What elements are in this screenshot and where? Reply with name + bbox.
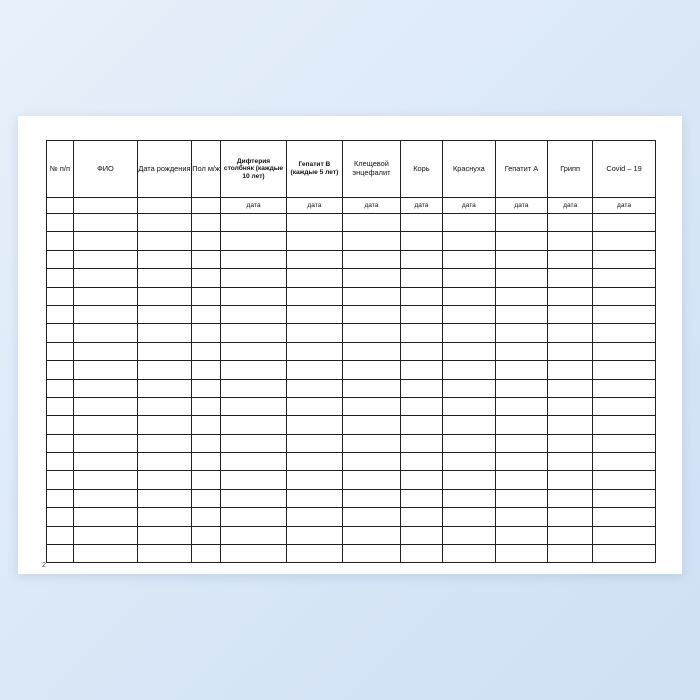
table-cell-r17-c5[interactable] [286,526,342,544]
column-subheader-3 [191,198,220,214]
table-cell-r2-c6[interactable] [343,250,401,268]
table-cell-r18-c6[interactable] [343,545,401,563]
table-cell-r2-c8[interactable] [443,250,496,268]
column-header-4: Дифтерия столбняк (каждые 10 лет) [221,141,286,198]
table-cell-r5-c1[interactable] [73,305,137,323]
table-row [47,508,656,526]
table-row [47,342,656,360]
table-cell-r2-c2[interactable] [138,250,192,268]
table-row [47,305,656,323]
column-subheader-7: дата [400,198,442,214]
table-cell-r12-c10[interactable] [548,434,593,452]
column-header-6: Клещевой энцефалит [343,141,401,198]
table-cell-r11-c0[interactable] [47,416,74,434]
table-cell-r17-c3[interactable] [191,526,220,544]
table-cell-r7-c3[interactable] [191,342,220,360]
table-cell-r2-c0[interactable] [47,250,74,268]
column-header-11: Covid – 19 [593,141,656,198]
table-cell-r3-c8[interactable] [443,269,496,287]
table-header-row [47,141,656,198]
table-cell-r13-c9[interactable] [495,453,548,471]
table-cell-r5-c9[interactable] [495,305,548,323]
table-cell-r12-c4[interactable] [221,434,286,452]
table-cell-r7-c9[interactable] [495,342,548,360]
table-cell-r16-c3[interactable] [191,508,220,526]
table-cell-r16-c7[interactable] [400,508,442,526]
table-cell-r13-c10[interactable] [548,453,593,471]
table-cell-r18-c8[interactable] [443,545,496,563]
table-cell-r9-c1[interactable] [73,379,137,397]
table-cell-r9-c3[interactable] [191,379,220,397]
table-row [47,434,656,452]
page-number: 2 [42,562,46,569]
table-cell-r8-c9[interactable] [495,361,548,379]
table-cell-r8-c0[interactable] [47,361,74,379]
table-cell-r14-c6[interactable] [343,471,401,489]
table-cell-r7-c4[interactable] [221,342,286,360]
table-cell-r18-c7[interactable] [400,545,442,563]
table-cell-r4-c4[interactable] [221,287,286,305]
table-cell-r18-c0[interactable] [47,545,74,563]
table-cell-r4-c8[interactable] [443,287,496,305]
table-cell-r18-c2[interactable] [138,545,192,563]
table-cell-r13-c3[interactable] [191,453,220,471]
table-cell-r1-c0[interactable] [47,232,74,250]
table-cell-r11-c8[interactable] [443,416,496,434]
table-cell-r2-c11[interactable] [593,250,656,268]
table-cell-r2-c7[interactable] [400,250,442,268]
table-cell-r17-c7[interactable] [400,526,442,544]
table-cell-r14-c3[interactable] [191,471,220,489]
table-cell-r17-c1[interactable] [73,526,137,544]
table-cell-r4-c3[interactable] [191,287,220,305]
table-cell-r5-c3[interactable] [191,305,220,323]
table-cell-r0-c8[interactable] [443,214,496,232]
table-cell-r10-c4[interactable] [221,397,286,415]
table-cell-r0-c9[interactable] [495,214,548,232]
table-cell-r14-c2[interactable] [138,471,192,489]
table-cell-r11-c11[interactable] [593,416,656,434]
table-row [47,379,656,397]
table-cell-r14-c7[interactable] [400,471,442,489]
column-subheader-2 [138,198,192,214]
table-cell-r17-c10[interactable] [548,526,593,544]
table-cell-r17-c0[interactable] [47,526,74,544]
table-cell-r15-c0[interactable] [47,489,74,507]
table-cell-r1-c8[interactable] [443,232,496,250]
table-cell-r4-c10[interactable] [548,287,593,305]
column-subheader-4: дата [221,198,286,214]
table-row [47,416,656,434]
table-cell-r6-c2[interactable] [138,324,192,342]
table-cell-r13-c1[interactable] [73,453,137,471]
table-cell-r6-c7[interactable] [400,324,442,342]
table-cell-r15-c2[interactable] [138,489,192,507]
table-cell-r16-c1[interactable] [73,508,137,526]
table-cell-r18-c3[interactable] [191,545,220,563]
table-cell-r5-c2[interactable] [138,305,192,323]
table-cell-r0-c0[interactable] [47,214,74,232]
table-cell-r3-c5[interactable] [286,269,342,287]
table-cell-r17-c4[interactable] [221,526,286,544]
table-cell-r5-c11[interactable] [593,305,656,323]
table-cell-r3-c3[interactable] [191,269,220,287]
table-cell-r4-c11[interactable] [593,287,656,305]
table-cell-r15-c10[interactable] [548,489,593,507]
table-cell-r18-c4[interactable] [221,545,286,563]
table-cell-r5-c10[interactable] [548,305,593,323]
table-cell-r16-c10[interactable] [548,508,593,526]
table-cell-r11-c7[interactable] [400,416,442,434]
table-cell-r12-c9[interactable] [495,434,548,452]
table-cell-r16-c9[interactable] [495,508,548,526]
table-cell-r4-c2[interactable] [138,287,192,305]
table-cell-r17-c9[interactable] [495,526,548,544]
table-cell-r15-c4[interactable] [221,489,286,507]
table-cell-r18-c10[interactable] [548,545,593,563]
table-cell-r17-c6[interactable] [343,526,401,544]
table-cell-r4-c7[interactable] [400,287,442,305]
table-cell-r10-c5[interactable] [286,397,342,415]
table-cell-r6-c10[interactable] [548,324,593,342]
table-cell-r10-c2[interactable] [138,397,192,415]
table-cell-r1-c11[interactable] [593,232,656,250]
table-cell-r17-c8[interactable] [443,526,496,544]
table-cell-r9-c5[interactable] [286,379,342,397]
table-cell-r14-c9[interactable] [495,471,548,489]
table-cell-r3-c2[interactable] [138,269,192,287]
column-subheader-10: дата [548,198,593,214]
column-header-5: Гепатит B (каждые 5 лет) [286,141,342,198]
table-cell-r9-c10[interactable] [548,379,593,397]
table-cell-r16-c11[interactable] [593,508,656,526]
table-cell-r10-c6[interactable] [343,397,401,415]
table-cell-r12-c2[interactable] [138,434,192,452]
table-cell-r4-c0[interactable] [47,287,74,305]
table-cell-r8-c10[interactable] [548,361,593,379]
table-cell-r18-c5[interactable] [286,545,342,563]
table-cell-r0-c11[interactable] [593,214,656,232]
table-cell-r10-c7[interactable] [400,397,442,415]
table-cell-r11-c1[interactable] [73,416,137,434]
column-header-7: Корь [400,141,442,198]
table-cell-r3-c9[interactable] [495,269,548,287]
table-cell-r18-c11[interactable] [593,545,656,563]
table-cell-r7-c6[interactable] [343,342,401,360]
table-cell-r14-c11[interactable] [593,471,656,489]
table-cell-r2-c9[interactable] [495,250,548,268]
column-header-3: Пол м/ж [191,141,220,198]
table-cell-r9-c2[interactable] [138,379,192,397]
table-cell-r16-c2[interactable] [138,508,192,526]
table-cell-r9-c4[interactable] [221,379,286,397]
table-cell-r16-c0[interactable] [47,508,74,526]
table-cell-r0-c5[interactable] [286,214,342,232]
table-cell-r6-c0[interactable] [47,324,74,342]
table-cell-r15-c11[interactable] [593,489,656,507]
table-cell-r10-c11[interactable] [593,397,656,415]
table-cell-r2-c10[interactable] [548,250,593,268]
table-cell-r3-c6[interactable] [343,269,401,287]
table-cell-r12-c1[interactable] [73,434,137,452]
table-subheader-row [47,198,656,214]
column-header-9: Гепатит A [495,141,548,198]
table-cell-r1-c5[interactable] [286,232,342,250]
table-cell-r8-c5[interactable] [286,361,342,379]
column-header-10: Грипп [548,141,593,198]
table-cell-r8-c1[interactable] [73,361,137,379]
table-cell-r13-c8[interactable] [443,453,496,471]
document-page [18,116,682,574]
table-cell-r1-c1[interactable] [73,232,137,250]
table-cell-r10-c1[interactable] [73,397,137,415]
table-cell-r10-c10[interactable] [548,397,593,415]
table-cell-r4-c1[interactable] [73,287,137,305]
table-cell-r14-c0[interactable] [47,471,74,489]
column-header-1: ФИО [73,141,137,198]
table-cell-r1-c6[interactable] [343,232,401,250]
table-cell-r4-c5[interactable] [286,287,342,305]
table-cell-r13-c0[interactable] [47,453,74,471]
table-cell-r7-c5[interactable] [286,342,342,360]
vaccination-table [46,140,656,563]
table-row [47,232,656,250]
table-cell-r8-c8[interactable] [443,361,496,379]
table-cell-r6-c11[interactable] [593,324,656,342]
table-cell-r0-c1[interactable] [73,214,137,232]
column-header-8: Краснуха [443,141,496,198]
table-cell-r6-c6[interactable] [343,324,401,342]
table-cell-r14-c4[interactable] [221,471,286,489]
table-row [47,324,656,342]
table-cell-r0-c7[interactable] [400,214,442,232]
table-cell-r6-c8[interactable] [443,324,496,342]
table-cell-r14-c10[interactable] [548,471,593,489]
table-cell-r11-c6[interactable] [343,416,401,434]
table-cell-r0-c3[interactable] [191,214,220,232]
table-cell-r12-c6[interactable] [343,434,401,452]
table-cell-r9-c0[interactable] [47,379,74,397]
table-cell-r12-c3[interactable] [191,434,220,452]
table-cell-r16-c4[interactable] [221,508,286,526]
table-cell-r15-c8[interactable] [443,489,496,507]
table-cell-r3-c0[interactable] [47,269,74,287]
table-cell-r10-c9[interactable] [495,397,548,415]
table-cell-r2-c5[interactable] [286,250,342,268]
table-cell-r3-c1[interactable] [73,269,137,287]
table-cell-r0-c10[interactable] [548,214,593,232]
table-cell-r18-c9[interactable] [495,545,548,563]
table-cell-r7-c10[interactable] [548,342,593,360]
table-row [47,489,656,507]
table-cell-r13-c5[interactable] [286,453,342,471]
table-cell-r3-c11[interactable] [593,269,656,287]
table-row [47,250,656,268]
table-cell-r8-c2[interactable] [138,361,192,379]
table-cell-r7-c1[interactable] [73,342,137,360]
table-cell-r1-c2[interactable] [138,232,192,250]
table-cell-r2-c4[interactable] [221,250,286,268]
table-cell-r5-c6[interactable] [343,305,401,323]
table-cell-r15-c3[interactable] [191,489,220,507]
table-cell-r1-c10[interactable] [548,232,593,250]
table-cell-r12-c7[interactable] [400,434,442,452]
table-cell-r6-c1[interactable] [73,324,137,342]
table-cell-r1-c4[interactable] [221,232,286,250]
table-row [47,453,656,471]
table-cell-r10-c8[interactable] [443,397,496,415]
table-cell-r9-c11[interactable] [593,379,656,397]
table-cell-r10-c3[interactable] [191,397,220,415]
table-cell-r11-c3[interactable] [191,416,220,434]
table-cell-r12-c5[interactable] [286,434,342,452]
table-cell-r1-c7[interactable] [400,232,442,250]
table-cell-r9-c8[interactable] [443,379,496,397]
table-cell-r17-c2[interactable] [138,526,192,544]
table-cell-r10-c0[interactable] [47,397,74,415]
table-row [47,287,656,305]
table-cell-r8-c4[interactable] [221,361,286,379]
table-cell-r16-c6[interactable] [343,508,401,526]
table-cell-r7-c2[interactable] [138,342,192,360]
table-cell-r9-c6[interactable] [343,379,401,397]
table-row [47,214,656,232]
table-cell-r6-c5[interactable] [286,324,342,342]
table-cell-r8-c3[interactable] [191,361,220,379]
table-cell-r14-c8[interactable] [443,471,496,489]
table-cell-r11-c9[interactable] [495,416,548,434]
table-cell-r3-c7[interactable] [400,269,442,287]
table-cell-r7-c8[interactable] [443,342,496,360]
table-row [47,471,656,489]
table-cell-r5-c5[interactable] [286,305,342,323]
table-cell-r11-c5[interactable] [286,416,342,434]
table-cell-r13-c2[interactable] [138,453,192,471]
table-cell-r13-c7[interactable] [400,453,442,471]
table-cell-r7-c0[interactable] [47,342,74,360]
table-cell-r5-c0[interactable] [47,305,74,323]
table-cell-r16-c5[interactable] [286,508,342,526]
table-cell-r11-c2[interactable] [138,416,192,434]
table-cell-r12-c0[interactable] [47,434,74,452]
column-subheader-0 [47,198,74,214]
table-cell-r11-c10[interactable] [548,416,593,434]
table-cell-r14-c1[interactable] [73,471,137,489]
table-cell-r18-c1[interactable] [73,545,137,563]
column-header-2: Дата рождения [138,141,192,198]
table-cell-r5-c8[interactable] [443,305,496,323]
table-cell-r3-c4[interactable] [221,269,286,287]
table-row [47,269,656,287]
table-cell-r17-c11[interactable] [593,526,656,544]
table-cell-r13-c6[interactable] [343,453,401,471]
table-cell-r12-c8[interactable] [443,434,496,452]
table-row [47,397,656,415]
table-cell-r8-c6[interactable] [343,361,401,379]
table-cell-r8-c7[interactable] [400,361,442,379]
table-cell-r13-c11[interactable] [593,453,656,471]
table-cell-r2-c1[interactable] [73,250,137,268]
table-cell-r15-c6[interactable] [343,489,401,507]
table-cell-r9-c9[interactable] [495,379,548,397]
table-cell-r5-c4[interactable] [221,305,286,323]
table-cell-r7-c7[interactable] [400,342,442,360]
table-cell-r5-c7[interactable] [400,305,442,323]
table-cell-r4-c9[interactable] [495,287,548,305]
table-row [47,361,656,379]
table-row [47,526,656,544]
table-cell-r13-c4[interactable] [221,453,286,471]
table-cell-r0-c4[interactable] [221,214,286,232]
table-cell-r15-c9[interactable] [495,489,548,507]
table-cell-r4-c6[interactable] [343,287,401,305]
table-cell-r6-c9[interactable] [495,324,548,342]
table-cell-r2-c3[interactable] [191,250,220,268]
table-cell-r16-c8[interactable] [443,508,496,526]
table-cell-r7-c11[interactable] [593,342,656,360]
column-subheader-8: дата [443,198,496,214]
table-cell-r12-c11[interactable] [593,434,656,452]
table-cell-r8-c11[interactable] [593,361,656,379]
column-subheader-6: дата [343,198,401,214]
table-row [47,545,656,563]
column-header-0: № п/п [47,141,74,198]
table-area [46,140,656,560]
column-subheader-5: дата [286,198,342,214]
table-cell-r15-c1[interactable] [73,489,137,507]
table-cell-r14-c5[interactable] [286,471,342,489]
column-subheader-9: дата [495,198,548,214]
table-cell-r15-c7[interactable] [400,489,442,507]
table-cell-r0-c6[interactable] [343,214,401,232]
column-subheader-11: дата [593,198,656,214]
table-cell-r3-c10[interactable] [548,269,593,287]
table-cell-r15-c5[interactable] [286,489,342,507]
table-cell-r1-c9[interactable] [495,232,548,250]
table-cell-r6-c3[interactable] [191,324,220,342]
column-subheader-1 [73,198,137,214]
table-cell-r6-c4[interactable] [221,324,286,342]
table-cell-r11-c4[interactable] [221,416,286,434]
table-cell-r0-c2[interactable] [138,214,192,232]
table-cell-r1-c3[interactable] [191,232,220,250]
table-cell-r9-c7[interactable] [400,379,442,397]
